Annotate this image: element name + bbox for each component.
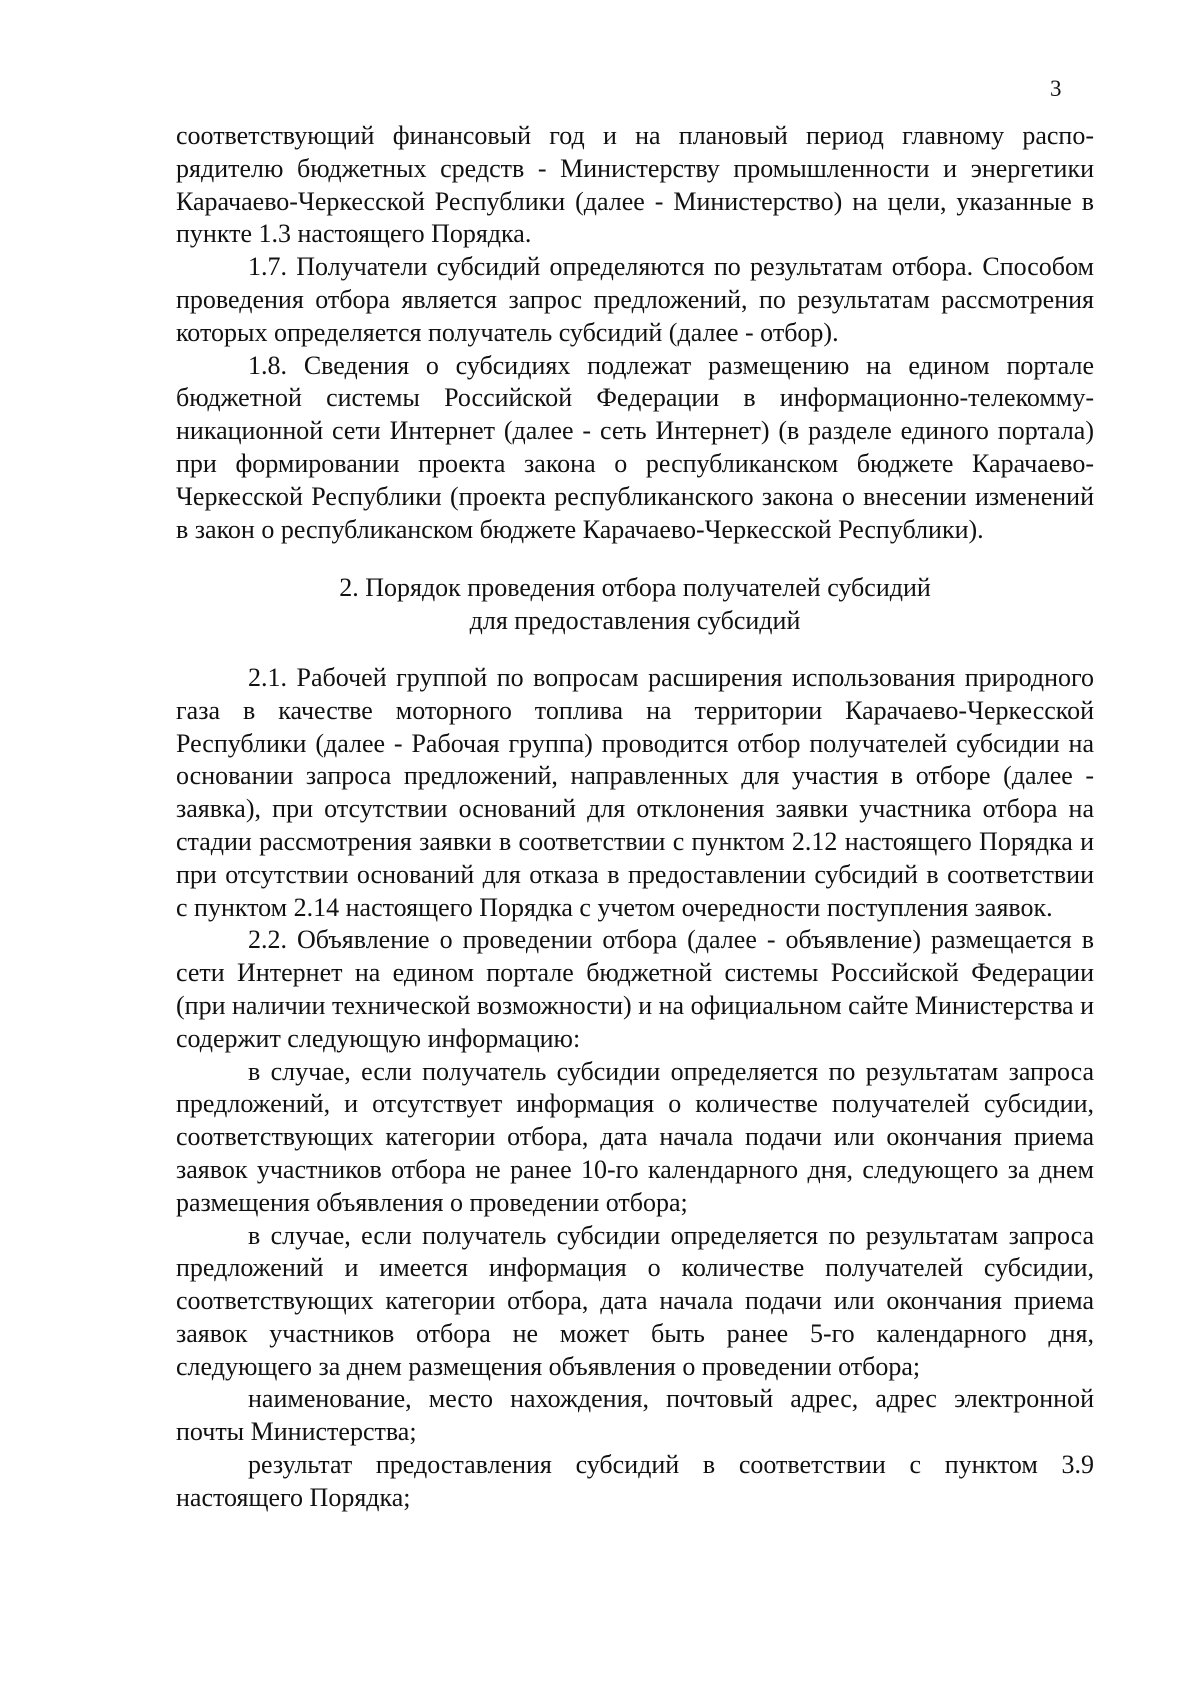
- paragraph-1-8: 1.8. Сведения о субсидиях подлежат размещению на едином портале бюджетной системы Российской Федерации в информационно-телекоммуникационной сети Интернет (далее - сеть Интернет) (в разделе единого портала) при формировании проекта закона о республиканском бюджете Карачаево-Черкесской Республики (проекта республиканского закона о внесении изменений в закон о республиканском бюджете Карачаево-Черкесской Республики).: [176, 350, 1094, 544]
- paragraph-2-1: 2.1. Рабочей группой по вопросам расширения использования природного газа в качестве моторного топлива на территории Карачаево-Черкесской Республики (далее - Рабочая группа) проводится отбор получателей субсидии на основании запроса предложений, направленных для участия в отборе (далее - заявка), при отсутствии оснований для отклонения заявки участника отбора на стадии рассмотрения заявки в соответствии с пунктом 2.12 настоящего Порядка и при отсутствии оснований для отказа в предоставлении субсидий в соответствии с пунктом 2.14 настоящего Порядка с учетом очередности поступления заявок.: [176, 662, 1094, 922]
- paragraph-1-7: 1.7. Получатели субсидий определяются по результатам отбора. Способом проведения отбора является запрос предложений, по результатам рассмотрения которых определяется получатель субсидий (далее - отбор).: [176, 252, 1094, 347]
- paragraph-deadline-10-day: в случае, если получатель субсидии определяется по результатам запроса предложений, и отсутствует информация о количестве получателей субсидии, соответствующих категории отбора, дата начала подачи или окончания приема заявок участников отбора не ранее 10-го календарного дня, следующего за днем размещения объявления о проведении отбора;: [176, 1056, 1094, 1217]
- section-heading: [176, 572, 1094, 638]
- paragraph-2-2: 2.2. Объявление о проведении отбора (далее - объявление) размещается в сети Интернет на едином портале бюджетной системы Российской Федерации (при наличии технической возможности) и на официальном сайте Министерства и содержит следующую информацию:: [176, 925, 1094, 1053]
- document-body: [176, 120, 1094, 1515]
- paragraph-ministry-contacts: наименование, место нахождения, почтовый адрес, адрес электронной почты Министерства;: [176, 1384, 1094, 1447]
- paragraph-deadline-5-day: в случае, если получатель субсидии определяется по результатам запроса предложений и имеется информация о количестве получателей субсидии, соответствующих категории отбора, дата начала подачи или окончания приема заявок участников отбора не может быть ранее 5-го календарного дня, следующего за днем размещения объявления о проведении отбора;: [176, 1220, 1094, 1381]
- section-heading-line2: для предоставления субсидий: [469, 606, 801, 636]
- paragraph-continuation: соответствующий финансовый год и на плановый период главному распорядителю бюджетных средств - Министерству промышленности и энергетики Карачаево-Черкесской Республики (далее - Министерство) на цели, указанные в пункте 1.3 настоящего Порядка.: [176, 121, 1094, 249]
- paragraph-subsidy-result: результат предоставления субсидий в соответствии с пунктом 3.9 настоящего Порядка;: [176, 1450, 1094, 1512]
- page-number: 3: [1050, 76, 1062, 101]
- section-heading-line1: 2. Порядок проведения отбора получателей субсидий: [339, 573, 931, 603]
